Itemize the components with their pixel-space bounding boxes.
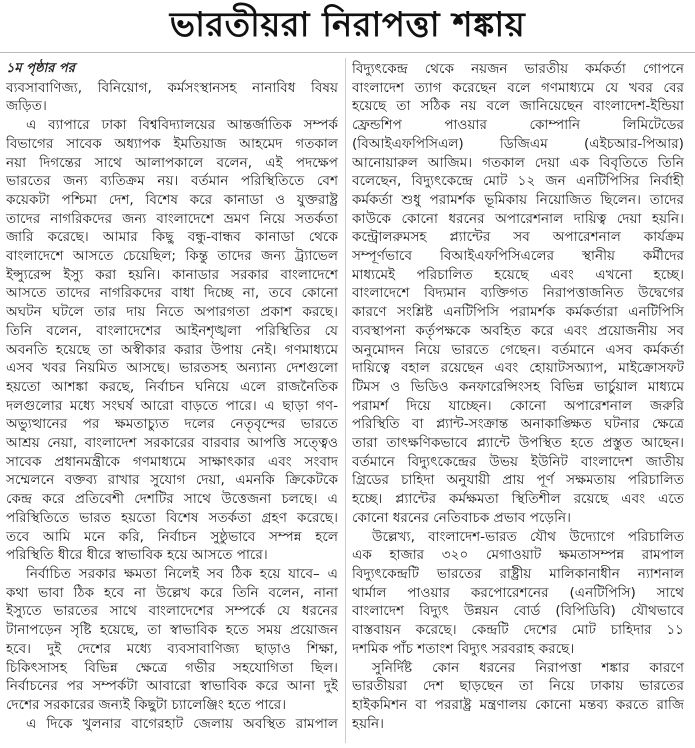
text-line: কোনো ধরনের নেতিবাচক প্রভাব পড়েনি। [352,509,572,526]
paragraph [6,565,338,715]
text-line: ইস্যুতে ভারতের সাথে বাংলাদেশের সম্পর্কে যে ধরনের [6,603,338,620]
text-line: থার্মাল পাওয়ার করপোরেশনের (এনটিপিসি) সাথে [352,584,684,601]
continuation-kicker: ১ম পৃষ্ঠার পর [6,61,75,76]
text-line: পরিস্থিতি ধীরে ধীরে স্বাভাবিক হয়ে আসতে পারে। [6,547,268,564]
text-line: আসতে তাদের নাগরিকদের বাধা দিচ্ছে না, তবে কোনো [6,285,338,302]
text-line: নয়া দিগন্তের সাথে আলাপকালে বলেন, এই পদক্ষেপ [6,154,338,171]
paragraph [352,659,684,734]
text-line: আশ্রয় নেয়া, বাংলাদেশ সরকারের বারবার আপত্তি সত্ত্বেও [6,435,338,452]
headline: ভারতীয়রা নিরাপত্তা শঙ্কায় [169,5,526,45]
text-line: বাংলাদেশে বিদ্যমান ব্যক্তিগত নিরাপত্তাজনিত উদ্বেগের [352,285,684,302]
text-line: গ্রিডের চাহিদা অনুযায়ী প্রায় পূর্ণ সক্ষমতায় পরিচালিত [352,472,684,489]
text-line: অবনতি হয়েছে তা অস্বীকার করার উপায় নেই। গণমাধ্যমে [6,341,338,358]
text-line: হয়নি। [352,715,385,732]
text-line: কর্মকর্তা শুধু পরামর্শক ভূমিকায় নিয়োজিত ছিলেন। তাদের [352,191,684,208]
text-line: পরিস্থিতিতে ভারত হয়তো বিশেষ সতর্কতা গ্রহণ করেছে। [6,509,338,526]
text-line: তারা তাৎক্ষণিকভাবে প্ল্যান্টে উপস্থিত হতে প্রস্তুত আছেন। [352,435,684,452]
text-line: পরিস্থিতি বা প্ল্যান্ট-সংক্রান্ত অনাকাঙ্ক্ষিত ঘটনার ক্ষেত্রে [352,416,684,433]
headline-rule [0,52,695,53]
text-line: এ ব্যাপারে ঢাকা বিশ্ববিদ্যালয়ের আন্তর্জাতিক সম্পর্ক [26,117,338,134]
text-line: নির্বাচিত সরকার ক্ষমতা নিলেই সব ঠিক হয়ে যাবে– এ [26,565,338,582]
right-column-body [352,60,684,733]
text-line: হবে। দুই দেশের মধ্যে ব্যবসাবাণিজ্য ছাড়াও শিক্ষা, [6,640,338,657]
text-line: মাধ্যমেই পরিচালিত হয়েছে এবং এখনো হচ্ছে। [352,266,684,283]
text-line: ভারতীয়রা দেশ ছাড়ছেন তা নিয়ে ঢাকায় ভারতের [352,678,684,695]
text-line: বর্তমানে বিদ্যুৎকেন্দ্রের উভয় ইউনিট বাংলাদেশ জাতীয় [352,453,684,470]
text-line: এ দিকে খুলনার বাগেরহাট জেলায় অবস্থিত রামপাল [26,715,338,732]
text-line: ফ্রেন্ডশিপ পাওয়ার কোম্পানি লিমিটেডের [352,117,684,134]
text-line: আনোয়ারুল আজিম। গতকাল দেয়া এক বিবৃতিতে তিনি [352,154,684,171]
text-line: অভ্যুত্থানের পর ক্ষমতাচ্যুত দলের নেতৃবৃন্দের ভারতে [6,416,338,433]
text-line: বাংলাদেশ বিদ্যুৎ উন্নয়ন বোর্ড (বিপিডিবি) যৌথভাবে [352,603,684,620]
text-line: হচ্ছে। প্ল্যান্টের কর্মক্ষমতা স্থিতিশীল রয়েছে এবং এতে [352,491,684,508]
text-line: টিমস ও ভিডিও কনফারেন্সিংসহ বিভিন্ন ভার্চুয়াল মাধ্যমে [352,378,684,395]
paragraph [6,79,338,116]
article-column-left [6,60,338,733]
text-line: হয়েছে তা সঠিক নয় বলে জানিয়েছেন বাংলাদেশ-ইন্ডিয়া [352,98,684,115]
text-line: চিকিৎসাসহ বিভিন্ন ক্ষেত্রে গভীর সহযোগিতা ছিল। [6,659,338,676]
text-line: বিদ্যুৎকেন্দ্র থেকে নয়জন ভারতীয় কর্মকর্তা গোপনে [352,61,684,77]
article-column-right [352,60,684,733]
text-line: পরামর্শ দিয়ে যাচ্ছেন। কোনো অপারেশনাল জরুরি [352,397,684,414]
text-line: তিনি বলেন, বাংলাদেশের আইনশৃঙ্খলা পরিস্থিতির যে [6,322,338,339]
left-column-body [6,79,338,734]
column-divider [345,58,346,743]
text-line: কয়েকটা পশ্চিমা দেশ, বিশেষ করে কানাডা ও যুক্তরাষ্ট্র [6,191,338,208]
text-line: এসব খবর নিয়মিত আসছে। ভারতসহ অন্যান্য দেশগুলো [6,360,338,377]
paragraph [352,60,684,528]
text-line: ব্যবসাবাণিজ্য, বিনিয়োগ, কর্মসংস্থানসহ নানাবিধ বিষয় [6,79,338,96]
text-line: বাংলাদেশ ত্যাগ করেছেন বলে গণমাধ্যমে যে খবর বের [352,79,684,96]
text-line: (বিআইএফপিসিএল) ডিজিএম (এইচআর-পিআর) [352,135,684,152]
text-line: দেশের সরকারের জন্যই কিছুটা চ্যালেঞ্জিং হতে পারে। [6,696,287,713]
text-line: তাদের নাগরিকদের জন্য বাংলাদেশে ভ্রমণ নিয়ে সতর্কতা [6,210,338,227]
text-line: বলেছেন, বিদ্যুৎকেন্দ্রে মোট ১২ জন এনটিপিসির নির্বাহী [352,173,684,190]
text-line: সুনির্দিষ্ট কোন ধরনের নিরাপত্তা শঙ্কার কারণে [372,659,684,676]
text-line: এক হাজার ৩২০ মেগাওয়াট ক্ষমতাসম্পন্ন রামপাল [352,547,684,564]
text-line: কাউকে কোনো ধরনের অপারেশনাল দায়িত্ব দেয়া হয়নি। [352,210,684,227]
text-line: হাইকমিশন বা পররাষ্ট্র মন্ত্রণালয় কোনো মন্তব্য করতে রাজি [352,696,684,713]
text-line: জড়িত। [6,98,47,115]
text-line: বাংলাদেশে আসতে চেয়েছিল; কিন্তু তাদের জন্য ট্র্যাভেল [6,248,338,265]
text-line: কন্ট্রোলরুমসহ প্ল্যান্টের সব অপারেশনাল কার্যক্রম [352,229,684,246]
text-line: বিদ্যুৎকেন্দ্রটি ভারতের রাষ্ট্রীয় মালিকানাধীন ন্যাশনাল [352,565,684,582]
text-line: জারি করেছে। আমার কিছু বন্ধু-বান্ধব কানাডা থেকে [6,229,338,246]
text-line: কেন্দ্র করে প্রতিবেশী দেশটির সাথে উত্তেজনা চলছে। এ [6,491,338,508]
text-line: দশমিক পাঁচ শতাংশ বিদ্যুৎ সরবরাহ করছে। [352,640,575,657]
text-line: কথা ভাবা ঠিক হবে না উল্লেখ করে তিনি বলেন, নানা [6,584,338,601]
text-line: সাবেক প্রধানমন্ত্রীকে গণমাধ্যমে সাক্ষাৎকার এবং সংবাদ [6,453,338,470]
text-line: দায়িত্বে বহাল রয়েছেন এবং হোয়াটসঅ্যাপ, মাইক্রোসফট [352,360,684,377]
text-line: সম্মেলনে বক্তব্য রাখার সুযোগ দেয়া, এমনকি ক্রিকেটকে [6,472,338,489]
text-line: বাস্তবায়ন করেছে। কেন্দ্রটি দেশের মোট চাহিদার ১১ [352,622,684,639]
text-line: টানাপড়েন সৃষ্টি হয়েছে, তা স্বাভাবিক হতে সময় প্রয়োজন [6,622,338,639]
text-line: হয়তো আশঙ্কা করছে, নির্বাচন ঘনিয়ে এলে রাজনৈতিক [6,378,338,395]
paragraph [352,528,684,659]
text-line: উল্লেখ্য, বাংলাদেশ-ভারত যৌথ উদ্যোগে পরিচালিত [372,528,684,545]
paragraph [6,116,338,565]
text-line: ব্যবস্থাপনা কর্তৃপক্ষকে অবহিত করে এবং প্রয়োজনীয় সব [352,322,684,339]
paragraph [6,715,338,734]
text-line: ভারতের জন্য ব্যতিক্রম নয়। বর্তমান পরিস্থিতিতে বেশ [6,173,338,190]
text-line: দলগুলোর মধ্যে সংঘর্ষ আরো বাড়তে পারে। এ ছাড়া গণ- [6,397,338,414]
text-line: ইন্স্যুরেন্স ইস্যু করা হয়নি। কানাডার সরকার বাংলাদেশে [6,266,338,283]
text-line: বিভাগের সাবেক অধ্যাপক ইমতিয়াজ আহমেদ গতকাল [6,135,338,152]
text-line: নির্বাচনের পর সম্পর্কটা আবারো স্বাভাবিক করে আনা দুই [6,678,338,695]
text-line: অনুমোদন নিয়ে ভারতে গেছেন। বর্তমানে এসব কর্মকর্তা [352,341,684,358]
text-line: সম্পূর্ণভাবে বিআইএফপিসিএলের স্থানীয় কর্মীদের [352,248,684,265]
text-line: তবে আমি মনে করি, নির্বাচন সুষ্ঠুভাবে সম্পন্ন হলে [6,528,338,545]
text-line: অঘটন ঘটলে তার দায় নিতে অপারগতা প্রকাশ করছে। [6,304,338,321]
text-line: কারণে সংশ্লিষ্ট এনটিপিসি পরামর্শক কর্মকর্তারা এনটিপিসি [352,304,684,321]
